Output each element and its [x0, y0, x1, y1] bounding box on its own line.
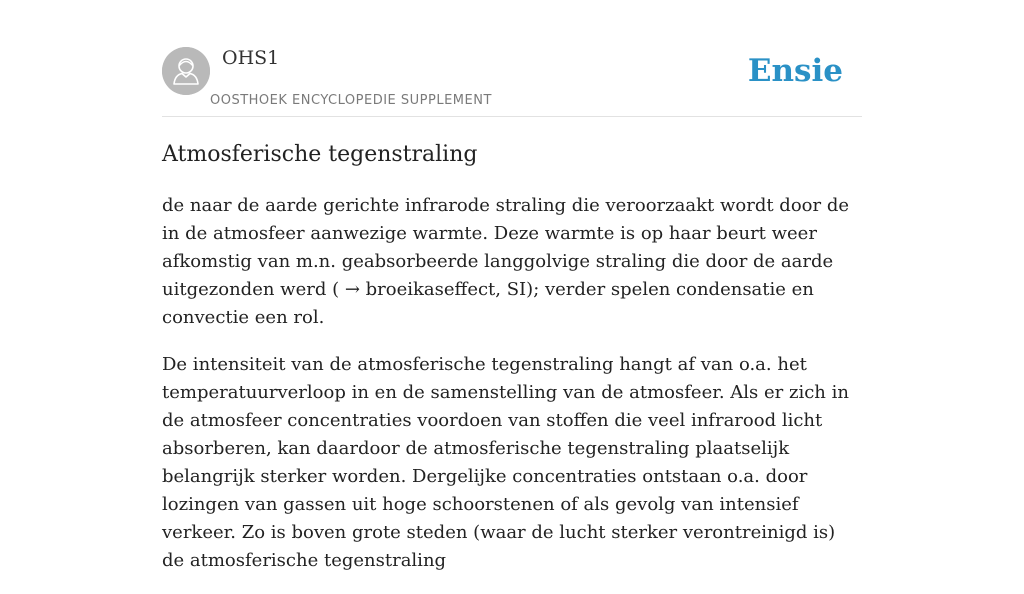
ensie-logo[interactable]: Ensie [747, 53, 843, 89]
paragraph [162, 192, 862, 332]
source-label[interactable]: OOSTHOEK ENCYCLOPEDIE SUPPLEMENT [210, 93, 492, 108]
cross-reference-arrow-icon[interactable]: → [344, 279, 360, 300]
entry-title: Atmosferische tegenstraling [162, 142, 478, 167]
paragraph-text: broeikaseffect, SI); verder spelen condensatie en convectie een rol. [162, 279, 814, 328]
user-silhouette-icon [162, 47, 210, 95]
entry-body [162, 192, 862, 594]
author-name[interactable]: OHS1 [222, 47, 280, 69]
entry-header [162, 46, 862, 117]
paragraph: De intensiteit van de atmosferische tegenstraling hangt af van o.a. het temperatuurverloop in en de samenstelling van de atmosfeer. Als er zich in de atmosfeer concentraties voordoen van stoffen die veel infrarood licht absorberen, kan daardoor de atmosferische tegenstraling plaatselijk belangrijk sterker worden. Dergelijke concentraties ontstaan o.a. door lozingen van gassen uit hoge schoorstenen of als gevolg van intensief verkeer. Zo is boven grote steden (waar de lucht sterker verontreinigd is) de atmosferische tegenstraling [162, 354, 849, 571]
avatar[interactable] [162, 47, 210, 95]
paragraph-text: de naar de aarde gerichte infrarode straling die veroorzaakt wordt door de in de atmosfeer aanwezige warmte. Deze warmte is op haar beurt weer afkomstig van m.n. geabsorbeerde langgolvige straling die door de aarde uitgezonden werd ( [162, 195, 849, 300]
